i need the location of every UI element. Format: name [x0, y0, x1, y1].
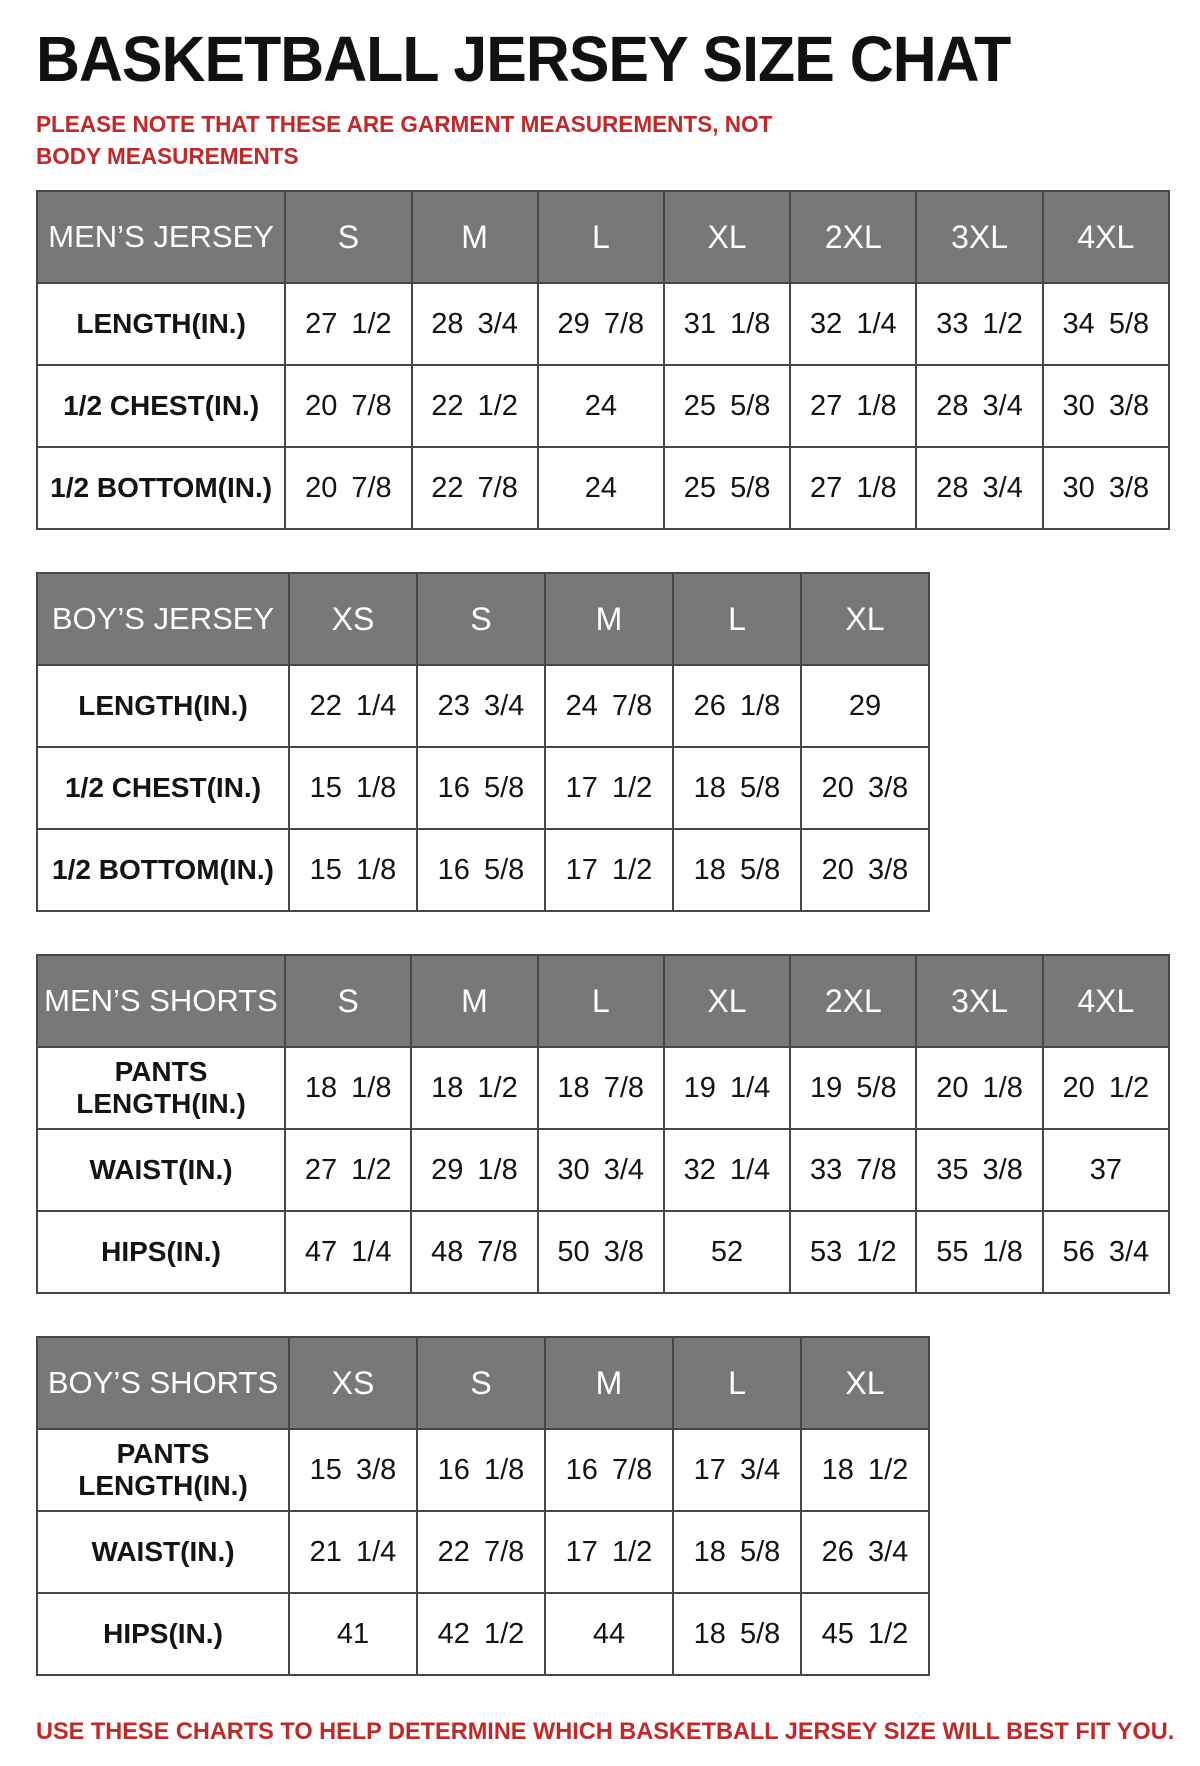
mens-jersey-row	[37, 365, 1169, 447]
boys-jersey-size-header-cell: L	[673, 573, 801, 665]
mens-shorts-row	[37, 1047, 1169, 1129]
mens-jersey-value-cell: 24	[538, 447, 664, 529]
mens-shorts-size-header-cell: M	[411, 955, 537, 1047]
mens-shorts-size-header-cell: 3XL	[916, 955, 1042, 1047]
boys-shorts-value-cell: 42 1/2	[417, 1593, 545, 1675]
mens-jersey-value-cell: 22 1/2	[412, 365, 538, 447]
mens-jersey-table	[36, 190, 1170, 530]
mens-shorts-value-cell: 32 1/4	[664, 1129, 790, 1211]
mens-jersey-size-header-cell: 4XL	[1043, 191, 1169, 283]
boys-jersey-value-cell: 15 1/8	[289, 747, 417, 829]
mens-shorts-table	[36, 954, 1170, 1294]
mens-shorts-value-cell: 37	[1043, 1129, 1169, 1211]
mens-jersey-value-cell: 31 1/8	[664, 283, 790, 365]
boys-jersey-title-cell: BOY’S JERSEY	[37, 573, 289, 665]
boys-shorts-value-cell: 45 1/2	[801, 1593, 929, 1675]
boys-shorts-value-cell: 16 1/8	[417, 1429, 545, 1511]
mens-shorts-value-cell: 19 1/4	[664, 1047, 790, 1129]
boys-shorts-value-cell: 16 7/8	[545, 1429, 673, 1511]
boys-jersey-value-cell: 20 3/8	[801, 829, 929, 911]
mens-jersey-title-cell: MEN’S JERSEY	[37, 191, 285, 283]
mens-shorts-table-container	[36, 954, 1170, 1294]
boys-shorts-value-cell: 44	[545, 1593, 673, 1675]
boys-jersey-table	[36, 572, 930, 912]
mens-jersey-header-row	[37, 191, 1169, 283]
mens-shorts-size-header-cell: S	[285, 955, 411, 1047]
boys-shorts-row-label: WAIST(IN.)	[37, 1511, 289, 1593]
mens-jersey-value-cell: 27 1/8	[790, 447, 916, 529]
boys-shorts-value-cell: 21 1/4	[289, 1511, 417, 1593]
mens-jersey-value-cell: 34 5/8	[1043, 283, 1169, 365]
boys-shorts-size-header-cell: XL	[801, 1337, 929, 1429]
mens-jersey-value-cell: 25 5/8	[664, 447, 790, 529]
mens-jersey-value-cell: 28 3/4	[412, 283, 538, 365]
boys-jersey-row-label: LENGTH(IN.)	[37, 665, 289, 747]
mens-jersey-row-label: LENGTH(IN.)	[37, 283, 285, 365]
mens-jersey-size-header-cell: XL	[664, 191, 790, 283]
boys-jersey-value-cell: 20 3/8	[801, 747, 929, 829]
boys-jersey-size-header-cell: XS	[289, 573, 417, 665]
mens-shorts-value-cell: 20 1/2	[1043, 1047, 1169, 1129]
boys-jersey-value-cell: 15 1/8	[289, 829, 417, 911]
boys-jersey-value-cell: 24 7/8	[545, 665, 673, 747]
mens-shorts-value-cell: 20 1/8	[916, 1047, 1042, 1129]
boys-jersey-size-header-cell: S	[417, 573, 545, 665]
mens-shorts-title-cell: MEN’S SHORTS	[37, 955, 285, 1047]
mens-shorts-size-header-cell: 2XL	[790, 955, 916, 1047]
boys-shorts-table-container	[36, 1336, 1170, 1676]
boys-shorts-value-cell: 18 1/2	[801, 1429, 929, 1511]
mens-shorts-size-header-cell: XL	[664, 955, 790, 1047]
mens-jersey-value-cell: 29 7/8	[538, 283, 664, 365]
boys-shorts-header-row	[37, 1337, 929, 1429]
mens-shorts-value-cell: 33 7/8	[790, 1129, 916, 1211]
boys-shorts-size-header-cell: M	[545, 1337, 673, 1429]
mens-shorts-value-cell: 18 7/8	[538, 1047, 664, 1129]
boys-jersey-header-row	[37, 573, 929, 665]
mens-jersey-value-cell: 20 7/8	[285, 365, 411, 447]
mens-jersey-size-header-cell: 2XL	[790, 191, 916, 283]
mens-jersey-value-cell: 30 3/8	[1043, 365, 1169, 447]
boys-jersey-value-cell: 16 5/8	[417, 747, 545, 829]
mens-jersey-size-header-cell: M	[412, 191, 538, 283]
mens-shorts-value-cell: 18 1/2	[411, 1047, 537, 1129]
mens-jersey-row	[37, 283, 1169, 365]
page-title: BASKETBALL JERSEY SIZE CHAT	[36, 23, 1011, 95]
mens-shorts-size-header-cell: L	[538, 955, 664, 1047]
boys-jersey-value-cell: 23 3/4	[417, 665, 545, 747]
mens-jersey-value-cell: 28 3/4	[916, 447, 1042, 529]
mens-jersey-value-cell: 27 1/2	[285, 283, 411, 365]
mens-jersey-value-cell: 24	[538, 365, 664, 447]
mens-jersey-value-cell: 28 3/4	[916, 365, 1042, 447]
boys-shorts-value-cell: 18 5/8	[673, 1593, 801, 1675]
boys-shorts-value-cell: 22 7/8	[417, 1511, 545, 1593]
mens-jersey-value-cell: 30 3/8	[1043, 447, 1169, 529]
boys-jersey-size-header-cell: M	[545, 573, 673, 665]
boys-jersey-row	[37, 665, 929, 747]
mens-shorts-value-cell: 48 7/8	[411, 1211, 537, 1293]
mens-shorts-header-row	[37, 955, 1169, 1047]
mens-jersey-row-label: 1/2 CHEST(IN.)	[37, 365, 285, 447]
mens-shorts-value-cell: 27 1/2	[285, 1129, 411, 1211]
mens-shorts-value-cell: 19 5/8	[790, 1047, 916, 1129]
mens-shorts-value-cell: 50 3/8	[538, 1211, 664, 1293]
boys-jersey-value-cell: 29	[801, 665, 929, 747]
mens-jersey-value-cell: 25 5/8	[664, 365, 790, 447]
mens-jersey-value-cell: 22 7/8	[412, 447, 538, 529]
mens-shorts-value-cell: 29 1/8	[411, 1129, 537, 1211]
boys-jersey-row-label: 1/2 CHEST(IN.)	[37, 747, 289, 829]
mens-shorts-row	[37, 1211, 1169, 1293]
mens-jersey-value-cell: 27 1/8	[790, 365, 916, 447]
boys-shorts-value-cell: 18 5/8	[673, 1511, 801, 1593]
mens-shorts-row	[37, 1129, 1169, 1211]
boys-shorts-row	[37, 1511, 929, 1593]
footer-note: USE THESE CHARTS TO HELP DETERMINE WHICH BASKETBALL JERSEY SIZE WILL BEST FIT YOU.	[36, 1718, 1175, 1746]
boys-shorts-row-label: PANTS LENGTH(IN.)	[37, 1429, 289, 1511]
boys-jersey-value-cell: 16 5/8	[417, 829, 545, 911]
mens-shorts-value-cell: 56 3/4	[1043, 1211, 1169, 1293]
boys-jersey-value-cell: 17 1/2	[545, 747, 673, 829]
mens-shorts-value-cell: 52	[664, 1211, 790, 1293]
mens-jersey-size-header-cell: L	[538, 191, 664, 283]
boys-jersey-row	[37, 829, 929, 911]
boys-shorts-table	[36, 1336, 930, 1676]
mens-shorts-row-label: HIPS(IN.)	[37, 1211, 285, 1293]
mens-jersey-value-cell: 32 1/4	[790, 283, 916, 365]
boys-jersey-size-header-cell: XL	[801, 573, 929, 665]
mens-jersey-table-container	[36, 190, 1170, 530]
mens-jersey-row	[37, 447, 1169, 529]
mens-shorts-value-cell: 55 1/8	[916, 1211, 1042, 1293]
boys-shorts-row	[37, 1429, 929, 1511]
boys-jersey-value-cell: 17 1/2	[545, 829, 673, 911]
boys-jersey-value-cell: 18 5/8	[673, 829, 801, 911]
boys-shorts-row-label: HIPS(IN.)	[37, 1593, 289, 1675]
boys-shorts-size-header-cell: S	[417, 1337, 545, 1429]
boys-shorts-row	[37, 1593, 929, 1675]
boys-jersey-value-cell: 18 5/8	[673, 747, 801, 829]
boys-jersey-table-container	[36, 572, 1170, 912]
mens-shorts-value-cell: 35 3/8	[916, 1129, 1042, 1211]
boys-shorts-value-cell: 17 3/4	[673, 1429, 801, 1511]
boys-shorts-value-cell: 17 1/2	[545, 1511, 673, 1593]
boys-jersey-row	[37, 747, 929, 829]
boys-shorts-value-cell: 15 3/8	[289, 1429, 417, 1511]
boys-jersey-row-label: 1/2 BOTTOM(IN.)	[37, 829, 289, 911]
boys-shorts-size-header-cell: L	[673, 1337, 801, 1429]
mens-shorts-size-header-cell: 4XL	[1043, 955, 1169, 1047]
measurement-note: PLEASE NOTE THAT THESE ARE GARMENT MEASUREMENTS, NOT BODY MEASUREMENTS	[36, 111, 773, 170]
mens-jersey-row-label: 1/2 BOTTOM(IN.)	[37, 447, 285, 529]
boys-jersey-value-cell: 22 1/4	[289, 665, 417, 747]
mens-shorts-row-label: WAIST(IN.)	[37, 1129, 285, 1211]
mens-jersey-size-header-cell: S	[285, 191, 411, 283]
mens-jersey-value-cell: 20 7/8	[285, 447, 411, 529]
mens-shorts-value-cell: 47 1/4	[285, 1211, 411, 1293]
boys-shorts-size-header-cell: XS	[289, 1337, 417, 1429]
mens-jersey-size-header-cell: 3XL	[916, 191, 1042, 283]
mens-shorts-value-cell: 18 1/8	[285, 1047, 411, 1129]
boys-shorts-title-cell: BOY’S SHORTS	[37, 1337, 289, 1429]
mens-shorts-row-label: PANTS LENGTH(IN.)	[37, 1047, 285, 1129]
boys-jersey-value-cell: 26 1/8	[673, 665, 801, 747]
mens-shorts-value-cell: 53 1/2	[790, 1211, 916, 1293]
mens-shorts-value-cell: 30 3/4	[538, 1129, 664, 1211]
mens-jersey-value-cell: 33 1/2	[916, 283, 1042, 365]
boys-shorts-value-cell: 26 3/4	[801, 1511, 929, 1593]
boys-shorts-value-cell: 41	[289, 1593, 417, 1675]
